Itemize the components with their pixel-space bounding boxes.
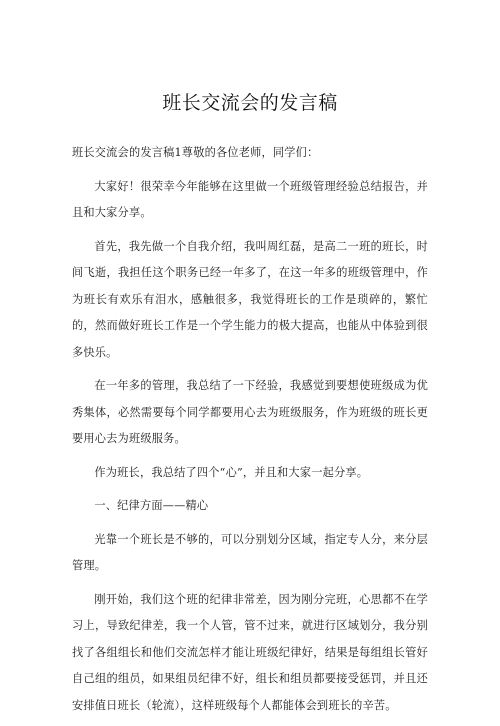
document-title: 班长交流会的发言稿	[162, 92, 338, 114]
paragraph-division: 光靠一个班长是不够的，可以分别划分区域，指定专人分，来分层管理。	[72, 532, 428, 572]
paragraph-salutation: 班长交流会的发言稿1尊敬的各位老师，同学们：	[72, 146, 319, 159]
paragraph-experience: 在一年多的管理，我总结了一下经验，我感觉到要想使班级成为优秀集体，必然需要每个同学都要用心去为班级服务，作为班级的班长更要用心去为班级服务。	[72, 379, 428, 445]
paragraph-beginning: 刚开始，我们这个班的纪律非常差，因为刚分完班，心思都不在学习上，导致纪律差，我一个人管，管不过来，就进行区域划分，我分别找了各组组长和他们交流怎样才能让班级纪律好，结果是每组组长管好自己组的组员，如果组员纪律不好，组长和组员都要接受惩罚，并且还安排值日班长（轮流），这样班级每个人都能体会到班长的辛苦。	[72, 592, 428, 712]
document-body	[72, 140, 428, 726]
paragraph-four-hearts: 作为班长，我总结了四个“心”，并且和大家一起分享。	[94, 465, 369, 479]
paragraph-greeting: 大家好！很荣幸今年能够在这里做一个班级管理经验总结报告，并且和大家分享。	[72, 179, 428, 219]
section-heading-discipline: 一、纪律方面——精心	[94, 499, 209, 512]
paragraph-introduction: 首先，我先做一个自我介绍，我叫周红磊，是高二一班的班长，时间飞逝，我担任这个职务已经一年多了，在这一年多的班级管理中，作为班长有欢乐有泪水，感触很多，我觉得班长的工作是琐碎的，繁忙的，然而做好班长工作是一个学生能力的极大提高，也能从中体验到很多快乐。	[72, 239, 428, 359]
